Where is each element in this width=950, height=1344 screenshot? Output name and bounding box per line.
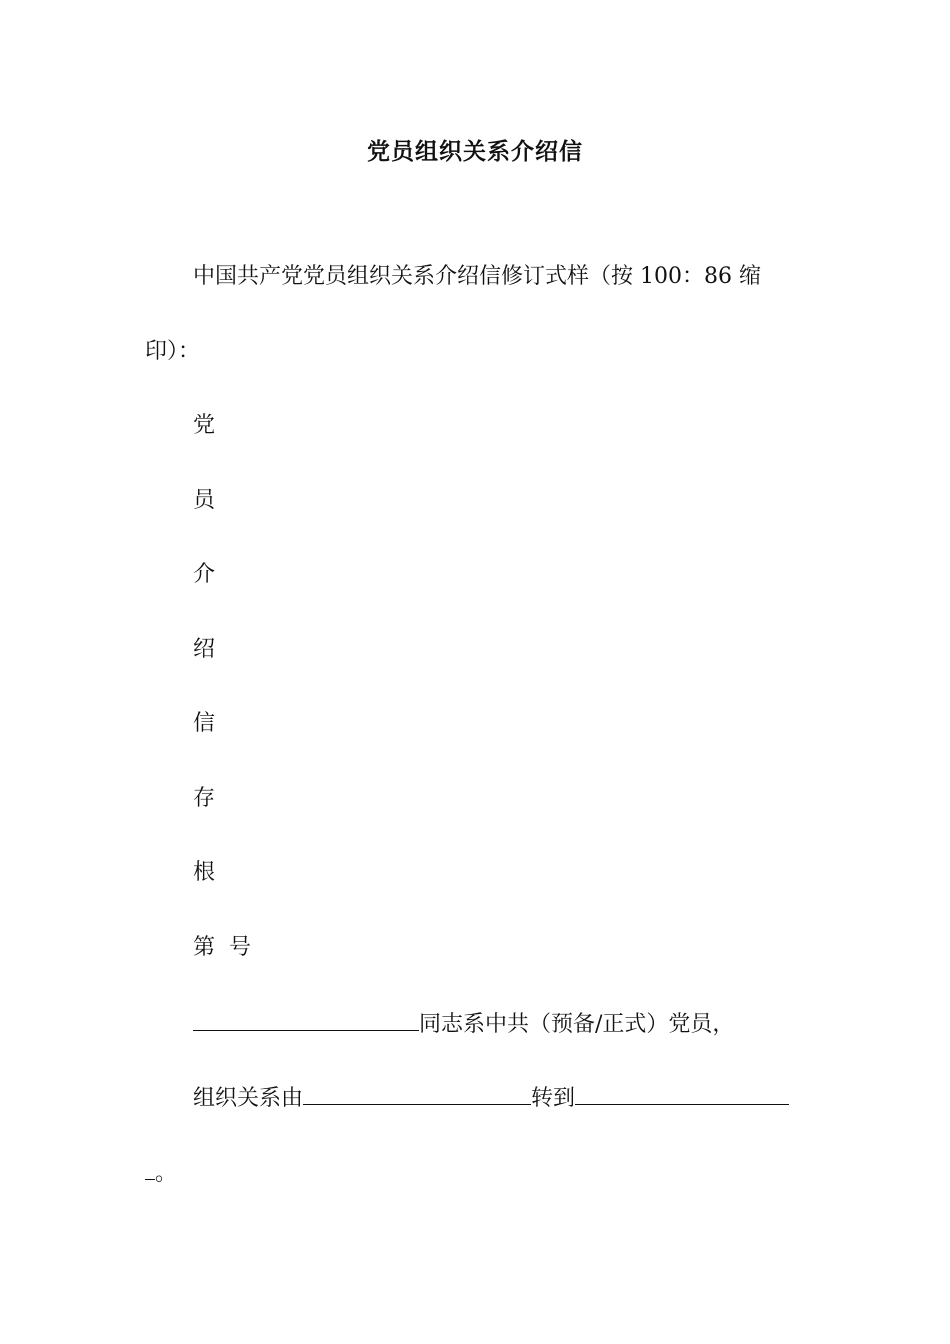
intro-line-1: 中国共产党党员组织关系介绍信修订式样（按 100：86 缩 — [193, 264, 761, 289]
stub-char-3: 介 — [193, 562, 216, 587]
closing-text: 。 — [155, 1161, 178, 1186]
number-label-di: 第 — [193, 935, 216, 960]
closing-line — [145, 1157, 177, 1189]
transfer-to-blank[interactable] — [575, 1082, 789, 1105]
transfer-to-text: 转到 — [531, 1086, 576, 1111]
comrade-line — [193, 1008, 734, 1040]
intro-line-2: 印）： — [145, 339, 201, 364]
stub-char-2: 员 — [193, 488, 216, 513]
transfer-line — [193, 1082, 789, 1114]
stub-char-5: 信 — [193, 711, 216, 736]
page-title: 党员组织关系介绍信 — [367, 138, 583, 165]
comrade-name-blank[interactable] — [193, 1008, 419, 1031]
comrade-text: 同志系中共（预备/正式）党员， — [419, 1012, 735, 1037]
stub-char-7: 根 — [193, 860, 216, 885]
number-line — [193, 933, 251, 963]
stub-char-6: 存 — [193, 786, 216, 811]
number-label-hao: 号 — [229, 935, 252, 960]
stub-char-4: 绍 — [193, 637, 216, 662]
transfer-from-blank[interactable] — [303, 1082, 531, 1105]
stub-char-1: 党 — [193, 413, 216, 438]
transfer-from-text: 组织关系由 — [193, 1086, 304, 1111]
closing-blank[interactable] — [145, 1157, 155, 1180]
